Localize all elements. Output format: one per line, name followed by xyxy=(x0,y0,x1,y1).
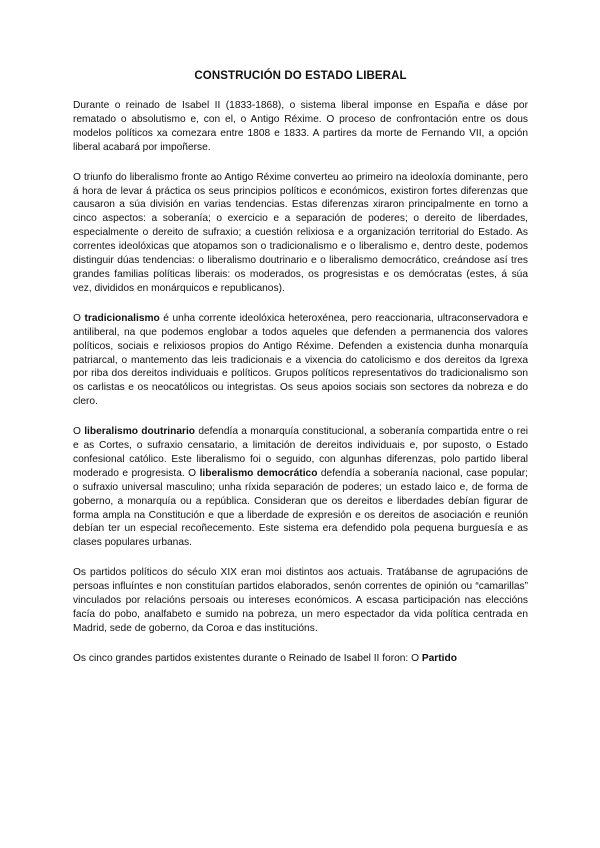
text-run: defendía a soberanía nacional, case popular; o sufraxio universal masculino; unha ríxida separación de poderes; un estado laico e, de forma de goberno, a monarquía ou a república. Consideran que os dereitos e liberdades debían figurar de forma ampla na Constitución e que a liberdade de expresión e os dereitos de asociación e reunión debían ter un especial recoñecemento. Este sistema era defendido pola pequena burguesía e as clases populares urbanas. xyxy=(73,467,528,549)
term-liberalismo-doutrinario: liberalismo doutrinario xyxy=(84,426,196,438)
paragraph-intro: Durante o reinado de Isabel II (1833-1868), o sistema liberal imponse en España e dáse por rematado o absolutismo e, con el, o Antigo Réxime. O proceso de confrontación entre os dous modelos políticos xa comezara entre 1808 e 1833. A partires da morte de Fernando VII, a opción liberal acabará por impoñerse. xyxy=(73,100,528,153)
paragraph-traditionalism xyxy=(73,312,528,409)
text-run: O xyxy=(73,312,85,324)
paragraph-five-parties xyxy=(73,652,528,666)
text-run: O xyxy=(73,426,85,438)
term-tradicionalismo: tradicionalismo xyxy=(84,312,160,324)
text-run: Os cinco grandes partidos existentes durante o Reinado de Isabel II foron: O xyxy=(73,652,422,664)
term-partido: Partido xyxy=(421,652,457,664)
text-run: defendía a monarquía constitucional, a soberanía compartida entre o rei e as Cortes, o sufraxio censatario, a limitación de dereitos individuais e, por suposto, o Estado confesional católico. Este liberalismo foi o seguido, con algunhas diferenzas, polo partido liberal moderado e progresista. O xyxy=(73,426,528,479)
paragraph-political-parties: Os partidos políticos do século XIX eran moi distintos aos actuais. Tratábanse de agrupacións de persoas influíntes e non constituían partidos elaborados, senón correntes de opinión ou “camarillas” vinculados por relacións persoais ou intereses económicos. A escasa participación nas eleccións facía do pobo, analfabeto e sumido na pobreza, un mero espectador da vida política centrada en Madrid, sede de goberno, da Coroa e das institucións. xyxy=(73,567,528,634)
term-liberalismo-democratico: liberalismo democrático xyxy=(199,467,318,479)
document-title: CONSTRUCIÓN DO ESTADO LIBERAL xyxy=(194,70,407,82)
text-run: é unha corrente ideolóxica heteroxénea, pero reaccionaria, ultraconservadora e antiliberal, na que podemos englobar a todos aqueles que defenden a permanencia dos valores políticos, sociais e relixiosos propios do Antigo Réxime. Defenden a existencia dunha monarquía patriarcal, o mantemento das leis tradicionais e a vixencia do catolicismo e dos dereitos da Igrexa por riba dos dereitos individuais e políticos. Grupos políticos representativos do tradicionalismo son os carlistas e os neocatólicos ou integristas. Os seus apoios sociais son sectores da nobreza e do clero. xyxy=(73,312,528,408)
paragraph-liberalism-triumph: O triunfo do liberalismo fronte ao Antigo Réxime converteu ao primeiro na ideoloxía dominante, pero á hora de levar á práctica os seus principios políticos e económicos, existiron fortes diferenzas que causaron a súa división en varias tendencias. Estas diferenzas xiraron principalmente en torno a cinco aspectos: a soberanía; o exercicio e a separación de poderes; o dereito de liberdades, especialmente o dereito de sufraxio; a cuestión relixiosa e a organización territorial do Estado. As correntes ideolóxicas que atopamos son o tradicionalismo e o liberalismo e, dentro deste, podemos distinguir dúas tendencias: o liberalismo doutrinario e o liberalismo democrático, creándose así tres grandes familias políticas liberais: os moderados, os progresistas e os demócratas (estes, á súa vez, divididos en monárquicos e republicanos). xyxy=(73,171,528,294)
paragraph-liberalism-types xyxy=(73,425,528,550)
